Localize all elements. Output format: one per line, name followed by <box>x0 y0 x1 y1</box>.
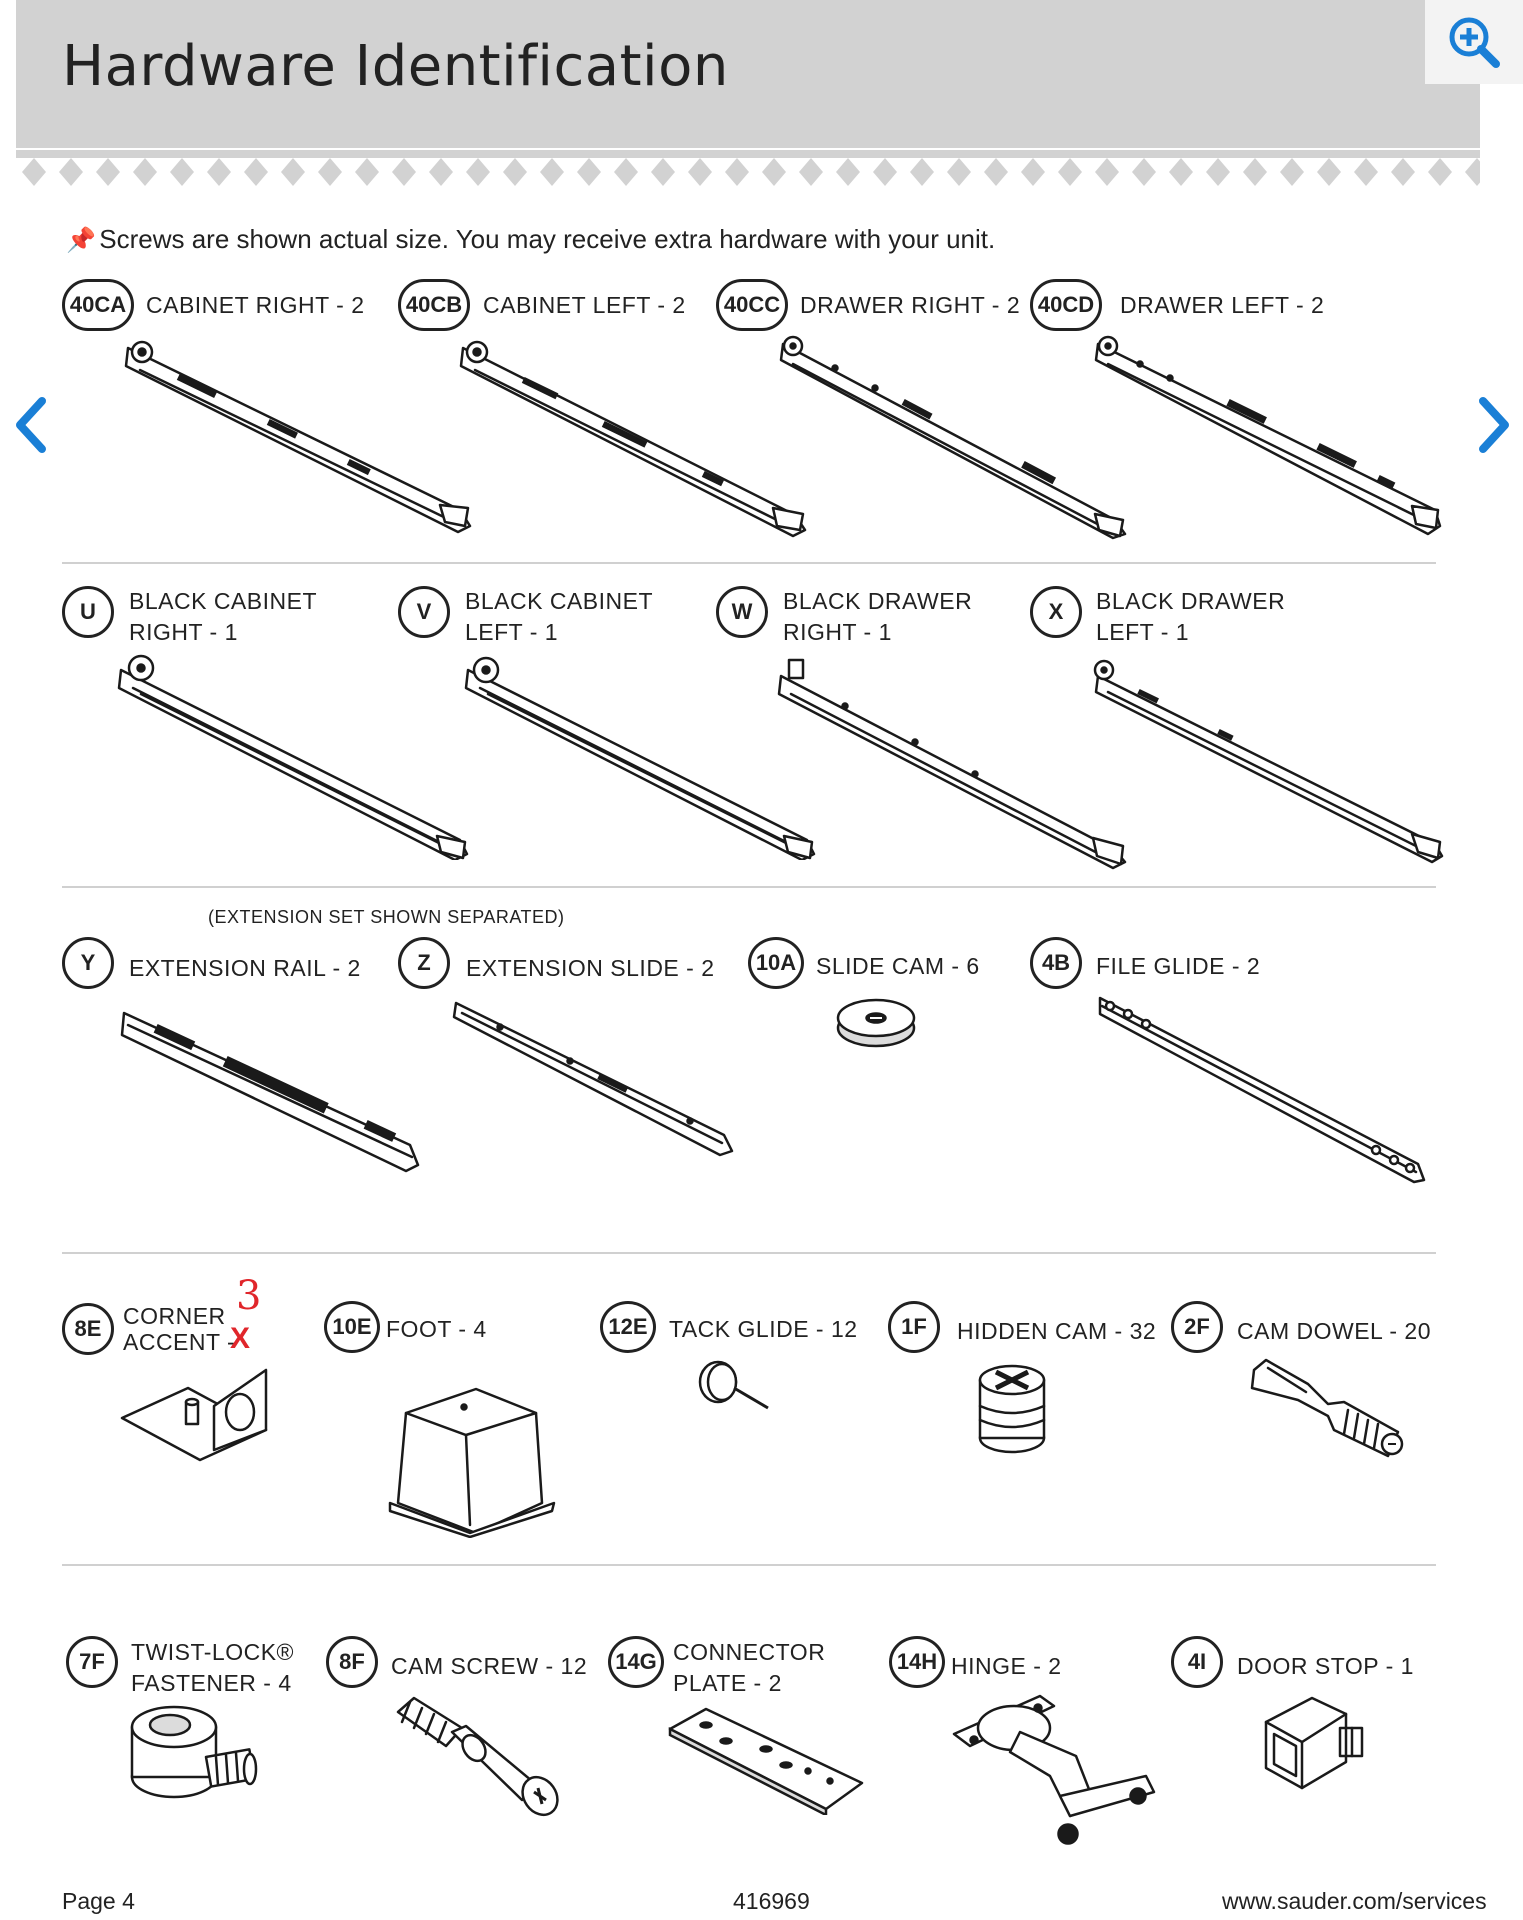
border-diamond <box>1280 158 1304 186</box>
border-diamond <box>281 158 305 186</box>
black-cabinet-left-slide-illustration <box>462 650 822 860</box>
services-link[interactable]: www.sauder.com/services <box>1222 1888 1487 1914</box>
part-code-12E: 12E <box>600 1301 656 1353</box>
extension-rail-illustration <box>118 995 423 1175</box>
part-code-7F: 7F <box>66 1636 118 1688</box>
border-diamond <box>688 158 712 186</box>
pushpin-icon: 📌 <box>66 227 96 254</box>
part-label-40CC: DRAWER RIGHT - 2 <box>800 292 1021 318</box>
part-code-40CC: 40CC <box>716 279 788 331</box>
part-code-40CB: 40CB <box>398 279 470 331</box>
part-code-14H: 14H <box>889 1636 945 1688</box>
border-diamond <box>614 158 638 186</box>
zoom-in-icon <box>1446 14 1502 70</box>
part-label-W-line1: BLACK DRAWER <box>783 588 973 614</box>
black-cabinet-right-slide-illustration <box>115 650 475 860</box>
chevron-left-icon[interactable] <box>10 395 50 455</box>
tack-glide-illustration <box>694 1358 774 1418</box>
border-diamond <box>1206 158 1230 186</box>
part-label-14G-line2: PLATE - 2 <box>673 1670 782 1696</box>
extension-set-caption: (EXTENSION SET SHOWN SEPARATED) <box>208 907 565 927</box>
part-label-Y: EXTENSION RAIL - 2 <box>129 955 361 981</box>
cam-dowel-illustration <box>1248 1354 1413 1474</box>
black-drawer-left-slide-illustration <box>1090 650 1450 870</box>
part-label-7F-line2: FASTENER - 4 <box>131 1670 292 1696</box>
border-diamond <box>466 158 490 186</box>
part-label-40CD: DRAWER LEFT - 2 <box>1120 292 1325 318</box>
border-diamond <box>170 158 194 186</box>
border-diamond <box>355 158 379 186</box>
part-label-14G-line1: CONNECTOR <box>673 1639 826 1665</box>
part-code-40CA: 40CA <box>62 279 134 331</box>
chevron-right-icon[interactable] <box>1475 395 1515 455</box>
part-code-V: V <box>398 586 450 638</box>
part-label-V-line2: LEFT - 1 <box>465 619 559 645</box>
drawer-right-slide-illustration <box>775 330 1135 545</box>
part-code-W: W <box>716 586 768 638</box>
twist-lock-fastener-illustration <box>126 1697 261 1812</box>
border-diamond <box>22 158 46 186</box>
zoom-in-button[interactable] <box>1425 0 1523 84</box>
part-label-40CB: CABINET LEFT - 2 <box>483 292 686 318</box>
border-diamond <box>725 158 749 186</box>
border-diamond <box>318 158 342 186</box>
part-label-U-line2: RIGHT - 1 <box>129 619 238 645</box>
row-divider <box>62 886 1436 888</box>
border-diamond <box>133 158 157 186</box>
part-code-40CD: 40CD <box>1030 279 1102 331</box>
border-diamond <box>1465 158 1480 186</box>
border-diamond <box>1243 158 1267 186</box>
border-diamond <box>1058 158 1082 186</box>
part-code-1F: 1F <box>888 1301 940 1353</box>
part-label-1F: HIDDEN CAM - 32 <box>957 1318 1157 1344</box>
door-stop-illustration <box>1262 1692 1368 1797</box>
border-diamond <box>540 158 564 186</box>
part-label-10A: SLIDE CAM - 6 <box>816 953 980 979</box>
drawer-left-slide-illustration <box>1090 330 1450 545</box>
part-number: 416969 <box>733 1888 810 1914</box>
part-label-12E: TACK GLIDE - 12 <box>669 1316 858 1342</box>
part-code-10E: 10E <box>324 1301 380 1353</box>
border-diamond <box>1317 158 1341 186</box>
part-code-Z: Z <box>398 937 450 989</box>
diamond-border <box>16 150 1480 190</box>
border-diamond <box>96 158 120 186</box>
part-label-14H: HINGE - 2 <box>951 1653 1062 1679</box>
instruction-note <box>66 224 995 255</box>
border-diamond <box>1428 158 1452 186</box>
border-diamond <box>1169 158 1193 186</box>
border-diamond <box>651 158 675 186</box>
page-number: Page 4 <box>62 1888 135 1914</box>
page-title: Hardware Identification <box>62 34 729 99</box>
black-drawer-right-slide-illustration <box>775 650 1135 875</box>
part-code-4B: 4B <box>1030 937 1082 989</box>
border-diamond <box>947 158 971 186</box>
border-diamond <box>1132 158 1156 186</box>
connector-plate-illustration <box>666 1705 866 1815</box>
row-divider <box>62 562 1436 564</box>
part-code-8F: 8F <box>326 1636 378 1688</box>
part-label-2F: CAM DOWEL - 20 <box>1237 1318 1432 1344</box>
slide-cam-illustration <box>836 990 916 1050</box>
file-glide-illustration <box>1098 992 1428 1192</box>
part-code-Y: Y <box>62 937 114 989</box>
part-label-8E-line1: CORNER <box>123 1303 226 1329</box>
extension-slide-illustration <box>450 995 740 1165</box>
part-code-X: X <box>1030 586 1082 638</box>
part-code-8E: 8E <box>62 1303 114 1355</box>
part-code-U: U <box>62 586 114 638</box>
handwritten-quantity-correction: 3 <box>236 1273 262 1319</box>
border-diamond <box>836 158 860 186</box>
border-diamond <box>392 158 416 186</box>
part-label-X-line2: LEFT - 1 <box>1096 619 1190 645</box>
cam-screw-illustration <box>392 1692 567 1822</box>
border-diamond <box>1021 158 1045 186</box>
border-diamond <box>59 158 83 186</box>
part-label-8F: CAM SCREW - 12 <box>391 1653 588 1679</box>
part-code-10A: 10A <box>748 937 804 989</box>
cabinet-left-slide-illustration <box>455 330 815 545</box>
border-diamond <box>799 158 823 186</box>
part-label-Z: EXTENSION SLIDE - 2 <box>466 955 715 981</box>
part-code-2F: 2F <box>1171 1301 1223 1353</box>
part-label-8E-line2: ACCENT - <box>123 1329 236 1355</box>
border-diamond <box>984 158 1008 186</box>
row-divider <box>62 1564 1436 1566</box>
part-label-W-line2: RIGHT - 1 <box>783 619 892 645</box>
border-diamond <box>910 158 934 186</box>
part-label-10E: FOOT - 4 <box>386 1316 487 1342</box>
corner-accent-illustration <box>118 1360 273 1465</box>
border-diamond <box>429 158 453 186</box>
part-label-7F-line1: TWIST-LOCK® <box>131 1639 295 1665</box>
part-code-4I: 4I <box>1171 1636 1223 1688</box>
part-label-X-line1: BLACK DRAWER <box>1096 588 1286 614</box>
part-label-40CA: CABINET RIGHT - 2 <box>146 292 365 318</box>
border-diamond <box>244 158 268 186</box>
part-label-V-line1: BLACK CABINET <box>465 588 653 614</box>
border-diamond <box>762 158 786 186</box>
part-label-4B: FILE GLIDE - 2 <box>1096 953 1261 979</box>
part-code-14G: 14G <box>608 1636 664 1688</box>
border-diamond <box>503 158 527 186</box>
border-diamond <box>1391 158 1415 186</box>
border-diamond <box>207 158 231 186</box>
part-label-4I: DOOR STOP - 1 <box>1237 1653 1414 1679</box>
hinge-illustration <box>950 1692 1160 1847</box>
note-text: Screws are shown actual size. You may receive extra hardware with your unit. <box>99 224 996 254</box>
foot-illustration <box>386 1383 558 1538</box>
cabinet-right-slide-illustration <box>120 330 480 540</box>
part-label-U-line1: BLACK CABINET <box>129 588 317 614</box>
row-divider <box>62 1252 1436 1254</box>
crossed-out-quantity: X <box>230 1322 251 1355</box>
border-diamond <box>577 158 601 186</box>
border-diamond <box>1095 158 1119 186</box>
border-diamond <box>873 158 897 186</box>
border-diamond <box>1354 158 1378 186</box>
hidden-cam-illustration <box>976 1358 1048 1458</box>
